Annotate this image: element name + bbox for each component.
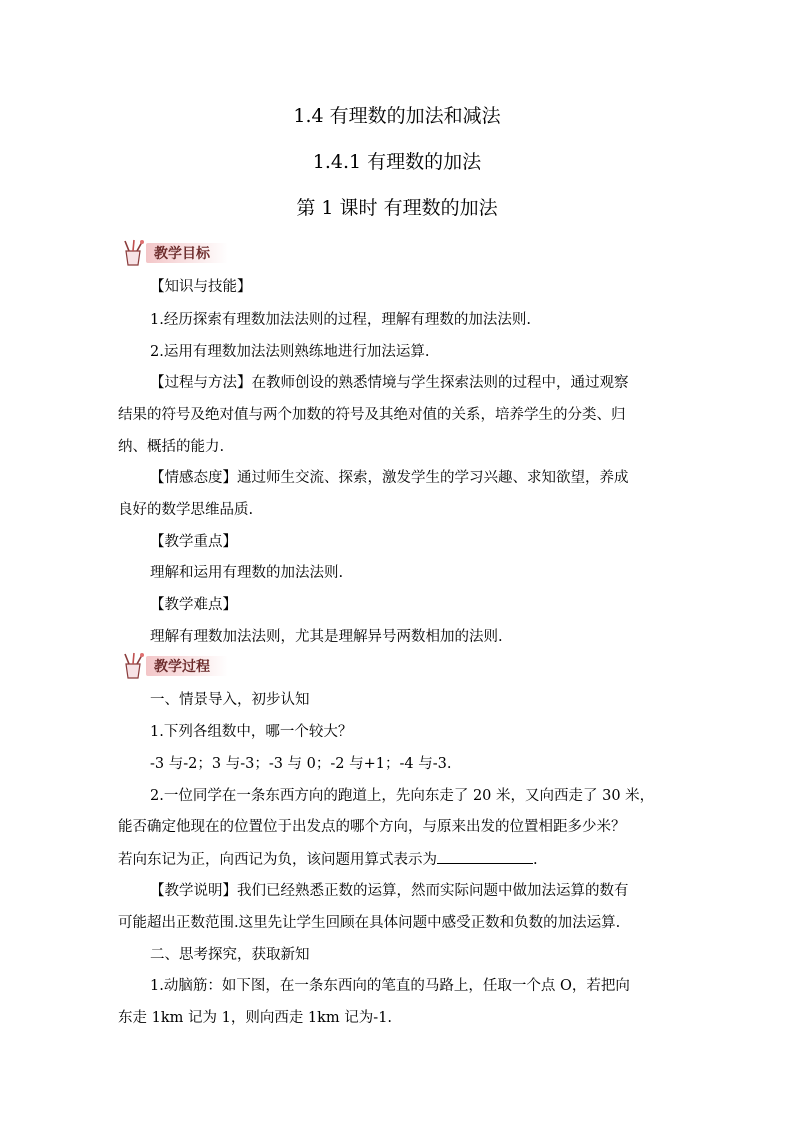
- question-1-pairs: -3 与-2；3 与-3；-3 与 0；-2 与+1；-4 与-3.: [150, 756, 452, 772]
- scene-intro-heading: 一、情景导入，初步认知: [150, 692, 310, 708]
- key-point-heading: 【教学重点】: [150, 534, 237, 550]
- exercise-1-line-2: 东走 1km 记为 1，则向西走 1km 记为-1.: [118, 1010, 393, 1026]
- exercise-1-line-1: 1.动脑筋：如下图，在一条东西向的笔直的马路上，任取一个点 O，若把向: [150, 978, 630, 994]
- knowledge-heading: 【知识与技能】: [150, 279, 252, 295]
- process-method-line-2: 结果的符号及绝对值与两个加数的符号及其绝对值的关系，培养学生的分类、归: [118, 407, 626, 423]
- knowledge-item-1: 1.经历探索有理数加法法则的过程，理解有理数的加法法则.: [150, 312, 531, 328]
- pen-holder-icon: [118, 238, 148, 268]
- explore-heading: 二、思考探究，获取新知: [150, 947, 310, 963]
- question-1: 1.下列各组数中，哪一个较大？: [150, 724, 353, 740]
- key-point-text: 理解和运用有理数的加法法则.: [150, 565, 344, 581]
- process-method-line-3: 纳、概括的能力.: [118, 439, 225, 455]
- section-label: 教学目标: [146, 243, 228, 263]
- pen-holder-icon: [118, 651, 148, 681]
- question-2-period: .: [533, 852, 538, 868]
- emotion-line-2: 良好的数学思维品质.: [118, 502, 254, 518]
- knowledge-item-2: 2.运用有理数加法法则熟练地进行加法运算.: [150, 344, 430, 360]
- process-method-line-1: 【过程与方法】在教师创设的熟悉情境与学生探索法则的过程中，通过观察: [150, 375, 629, 391]
- teaching-goals-header: [118, 238, 228, 268]
- section-label: 教学过程: [146, 656, 228, 676]
- teaching-note-line-2: 可能超出正数范围.这里先让学生回顾在具体问题中感受正数和负数的加法运算.: [118, 915, 621, 931]
- emotion-line-1: 【情感态度】通过师生交流、探索，激发学生的学习兴趣、求知欲望，养成: [150, 470, 629, 486]
- period-title: 第 1 课时 有理数的加法: [296, 197, 498, 219]
- teaching-note-line-1: 【教学说明】我们已经熟悉正数的运算，然而实际问题中做加法运算的数有: [150, 883, 629, 899]
- difficulty-heading: 【教学难点】: [150, 597, 237, 613]
- difficulty-text: 理解有理数加法法则，尤其是理解异号两数相加的法则.: [150, 629, 503, 645]
- teaching-process-header: [118, 651, 228, 681]
- lesson-title: 1.4 有理数的加法和减法: [293, 105, 501, 127]
- question-2-text: 若向东记为正，向西记为负，该问题用算式表示为: [118, 852, 437, 868]
- section-title: 1.4.1 有理数的加法: [312, 151, 482, 173]
- question-2-line-2: 能否确定他现在的位置位于出发点的哪个方向，与原来出发的位置相距多少米？: [118, 819, 626, 835]
- question-2-line-3: [118, 849, 680, 870]
- question-2-line-1: 2.一位同学在一条东西方向的跑道上，先向东走了 20 米，又向西走了 30 米，: [150, 788, 655, 804]
- answer-blank[interactable]: [437, 849, 533, 864]
